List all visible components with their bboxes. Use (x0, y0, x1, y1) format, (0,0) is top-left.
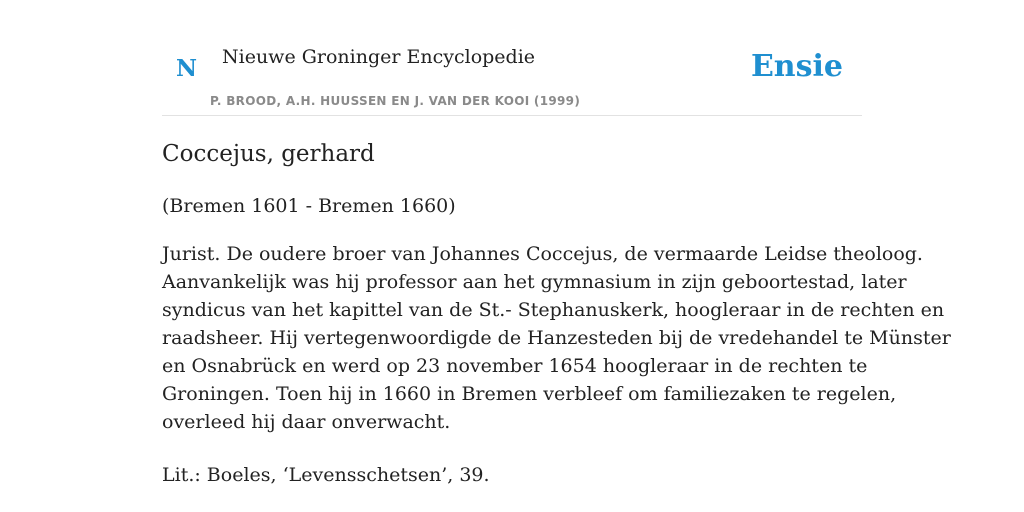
source-logo[interactable]: N (176, 55, 198, 82)
source-title-link[interactable]: Nieuwe Groninger Encyclopedie (222, 46, 536, 68)
body-line: Jurist. De oudere broer van Johannes Coccejus, de vermaarde Leidse theoloog. (162, 243, 923, 265)
entry-body (162, 240, 951, 436)
entry-title: Coccejus, gerhard (162, 141, 375, 167)
entry-literature: Lit.: Boeles, ‘Levensschetsen’, 39. (162, 464, 490, 486)
body-line: overleed hij daar onverwacht. (162, 411, 451, 433)
body-line: raadsheer. Hij vertegenwoordigde de Hanzesteden bij de vredehandel te Münster (162, 327, 951, 349)
body-line: syndicus van het kapittel van de St.- Stephanuskerk, hoogleraar in de rechten en (162, 299, 945, 321)
source-header (162, 0, 862, 116)
source-authors: P. BROOD, A.H. HUUSSEN EN J. VAN DER KOOI (1999) (210, 94, 581, 108)
body-line: Aanvankelijk was hij professor aan het gymnasium in zijn geboortestad, later (162, 271, 907, 293)
page-container (162, 0, 951, 512)
entry-subtitle: (Bremen 1601 - Bremen 1660) (162, 195, 456, 217)
body-line: en Osnabrück en werd op 23 november 1654 hoogleraar in de rechten te (162, 355, 868, 377)
body-line: Groningen. Toen hij in 1660 in Bremen verbleef om familiezaken te regelen, (162, 383, 897, 405)
brand-logo[interactable]: Ensie (750, 49, 843, 84)
